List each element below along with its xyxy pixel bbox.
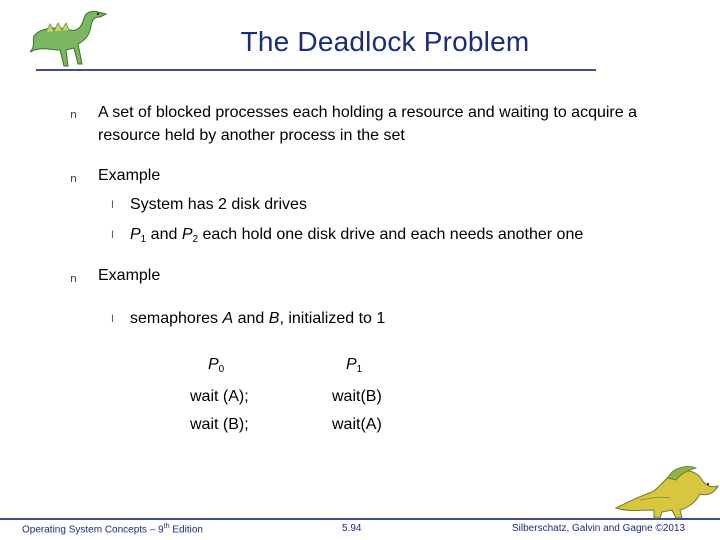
process-p1-subscript: 1	[140, 234, 147, 245]
dinosaur-frill-icon	[610, 462, 720, 520]
subbullet-marker: l	[111, 314, 114, 325]
bullet-text-deadlock-definition: A set of blocked processes each holding a resource and waiting to acquire a resource held by another process in the set	[98, 104, 637, 144]
footer-left-after: Edition	[169, 524, 203, 536]
title-rule	[36, 69, 596, 71]
p1-code-line: wait(B)	[332, 388, 382, 405]
process-p1-label: P	[130, 226, 141, 243]
semaphores-post: , initialized to 1	[279, 310, 386, 327]
footer-rule	[0, 518, 720, 520]
semaphores-mid: and	[233, 310, 269, 327]
p1-code-line: wait(A)	[332, 416, 382, 433]
footer-left-sup: th	[163, 523, 170, 530]
process-p2-label: P	[181, 226, 193, 243]
p0-subscript: 0	[218, 364, 225, 375]
semaphore-a: A	[222, 310, 234, 327]
footer-left-text: Operating System Concepts – 9	[22, 524, 164, 536]
p0-code-line: wait (B);	[190, 416, 249, 433]
subbullet-text-semaphores	[130, 308, 385, 330]
bullet-text-example-1: Example	[98, 167, 161, 184]
semaphores-pre: semaphores	[130, 310, 223, 327]
semaphore-b: B	[268, 310, 280, 327]
process-p2-subscript: 2	[192, 234, 199, 245]
subbullet-marker: l	[111, 200, 114, 211]
bullet-marker: n	[70, 272, 77, 285]
p1-subscript: 1	[356, 364, 363, 375]
subbullet-rest-text: each hold one disk drive and each needs another one	[198, 226, 584, 243]
subbullet-text-processes-hold	[130, 224, 583, 246]
p0-code-line: wait (A);	[190, 388, 249, 405]
footer-course-title	[22, 523, 203, 535]
process-p0-heading	[208, 356, 224, 374]
slide-title: The Deadlock Problem	[240, 26, 530, 57]
bullet-text-example-2: Example	[98, 267, 161, 284]
bullet-marker: n	[70, 108, 77, 121]
p1-label: P	[346, 356, 357, 373]
p0-label: P	[208, 356, 219, 373]
subbullet-marker: l	[111, 230, 114, 241]
footer-page-number: 5.94	[342, 523, 362, 534]
subbullet-text-disk-drives: System has 2 disk drives	[130, 196, 307, 213]
process-p1-heading	[346, 356, 362, 374]
bullet-marker: n	[70, 172, 77, 185]
and-word: and	[146, 226, 182, 243]
footer-copyright: Silberschatz, Galvin and Gagne ©2013	[512, 523, 686, 534]
dinosaur-logo-icon	[26, 6, 110, 70]
